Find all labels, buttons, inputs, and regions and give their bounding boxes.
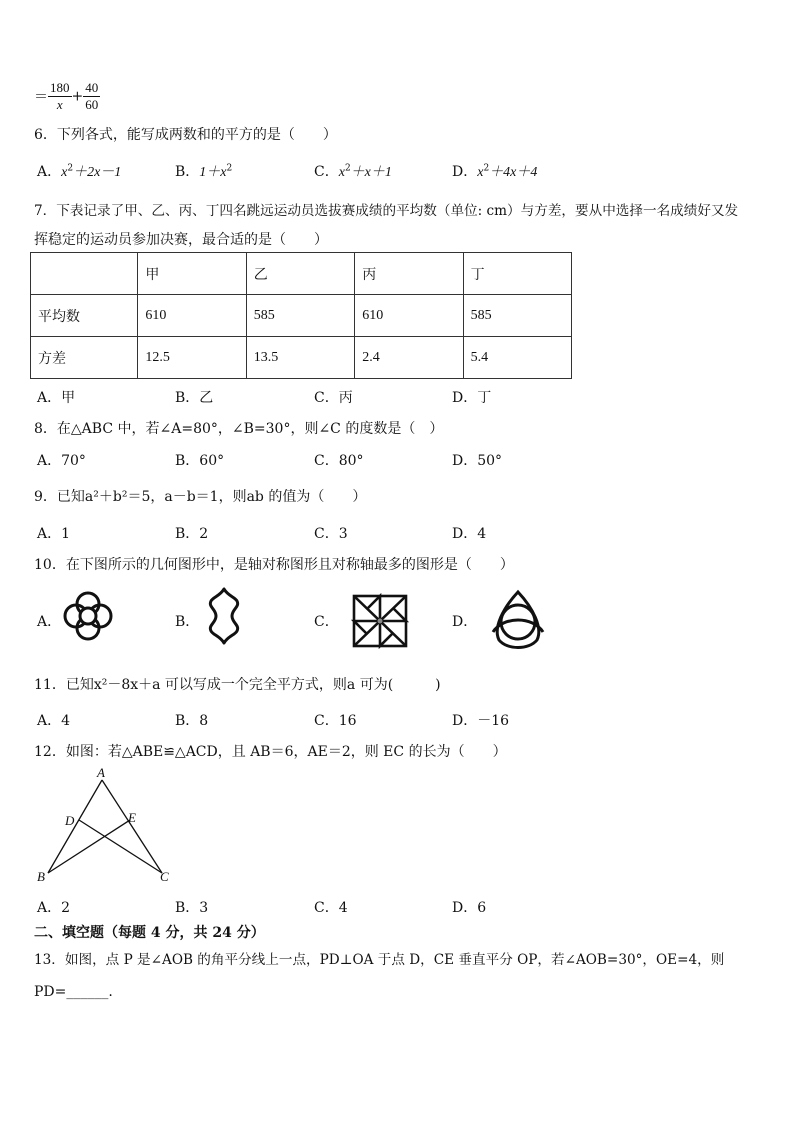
q6-stem: 6．下列各式，能写成两数和的平方的是（ ） (34, 127, 337, 143)
q10-stem: 10．在下图所示的几何图形中，是轴对称图形且对称轴最多的图形是（ ） (34, 557, 514, 573)
table-cell: 13.5 (246, 337, 354, 379)
q6-option-d (452, 161, 537, 181)
fraction-numerator: 180 (50, 80, 70, 95)
table-cell (31, 253, 138, 295)
q9-option-d: D．4 (452, 526, 487, 542)
q13-line2: PD=______. (34, 984, 113, 1000)
q12-stem: 12．如图：若△ABE≌△ACD，且 AB＝6，AE＝2，则 EC 的长为（ ） (34, 744, 507, 760)
table-header-row (31, 253, 572, 295)
q6-option-b (175, 161, 232, 181)
q7-option-c: C．丙 (314, 390, 353, 406)
scores-table (30, 252, 572, 379)
vertex-e-label: E (128, 810, 136, 825)
q10-option-b-label: B． (175, 614, 200, 630)
table-header: 甲 (138, 253, 246, 295)
vertex-d-label: D (65, 813, 75, 828)
q7-option-d: D．丁 (452, 390, 492, 406)
option-math: x (61, 165, 68, 180)
option-exponent: 2 (344, 163, 351, 174)
triquetra-figure (485, 588, 551, 650)
q11-option-c: C．16 (314, 713, 357, 729)
option-label: A． (37, 164, 62, 180)
fraction-numerator: 40 (85, 80, 99, 95)
table-cell: 610 (138, 295, 246, 337)
formula-equals: ＝ (34, 89, 48, 106)
top-formula (34, 80, 100, 113)
q8-option-d: D．50° (452, 453, 503, 469)
q7-stem-line2: 挥稳定的运动员参加决赛，最合适的是（ ） (34, 232, 328, 248)
q12-option-d: D．6 (452, 900, 487, 916)
option-math: ＋4x＋4 (489, 165, 538, 180)
option-label: C． (314, 164, 339, 180)
fraction-40-over-60 (83, 80, 100, 113)
fraction-denominator: 60 (85, 97, 99, 112)
table-cell: 585 (246, 295, 354, 337)
table-row (31, 337, 572, 379)
q9-option-c: C．3 (314, 526, 348, 542)
q12-option-b: B．3 (175, 900, 209, 916)
q7-option-a: A．甲 (37, 390, 76, 406)
table-cell: 12.5 (138, 337, 246, 379)
option-exponent: 2 (483, 163, 490, 174)
q13-line1: 13．如图，点 P 是∠AOB 的角平分线上一点，PD⊥OA 于点 D，CE 垂直平分 OP，若∠AOB=30°，OE=4，则 (34, 952, 725, 968)
q10-option-a-label: A． (37, 614, 62, 630)
option-math: 1＋x (199, 165, 227, 180)
q10-option-d-label: D． (452, 614, 478, 630)
q9-option-a: A．1 (37, 526, 71, 542)
curved-vase-figure (203, 587, 245, 645)
q10-option-c-label: C． (314, 614, 339, 630)
table-row-label: 方差 (31, 337, 138, 379)
option-math: ＋x＋1 (350, 165, 392, 180)
q8-option-a: A．70° (37, 453, 86, 469)
table-header: 乙 (246, 253, 354, 295)
option-math: ＋2x－1 (73, 165, 122, 180)
option-math: x (338, 165, 345, 180)
q11-option-d: D．－16 (452, 713, 510, 729)
q8-option-b: B．60° (175, 453, 225, 469)
table-cell: 610 (355, 295, 463, 337)
q12-option-c: C．4 (314, 900, 348, 916)
vertex-c-label: C (160, 869, 169, 884)
table-header: 丙 (355, 253, 463, 295)
q9-stem: 9．已知a²＋b²＝5，a－b＝1，则ab 的值为（ ） (34, 489, 367, 505)
triangle-abe-acd-figure (34, 765, 184, 890)
section-2-heading: 二、填空题（每题 4 分，共 24 分） (34, 925, 265, 941)
formula-plus: + (71, 88, 84, 105)
table-row-label: 平均数 (31, 295, 138, 337)
table-cell: 2.4 (355, 337, 463, 379)
option-math: x (477, 165, 484, 180)
table-header: 丁 (463, 253, 571, 295)
table-cell: 5.4 (463, 337, 571, 379)
table-row (31, 295, 572, 337)
vertex-a-label: A (97, 765, 105, 780)
option-exponent: 2 (226, 163, 233, 174)
q6-option-a (37, 161, 121, 181)
vertex-b-label: B (37, 869, 45, 884)
q6-option-c (314, 161, 392, 181)
q8-stem: 8．在△ABC 中，若∠A=80°，∠B=30°，则∠C 的度数是（ ） (34, 421, 444, 437)
q12-option-a: A．2 (37, 900, 71, 916)
fraction-denominator: x (56, 97, 63, 112)
q7-option-b: B．乙 (175, 390, 214, 406)
q7-stem-line1: 7．下表记录了甲、乙、丙、丁四名跳远运动员选拔赛成绩的平均数（单位: cm）与方差，要从中选择一名成绩好又发 (34, 203, 739, 219)
q11-stem: 11．已知x²－8x＋a 可以写成一个完全平方式，则a 可为( ) (34, 677, 441, 693)
option-exponent: 2 (67, 163, 74, 174)
q9-option-b: B．2 (175, 526, 209, 542)
option-label: D． (452, 164, 478, 180)
q8-option-c: C．80° (314, 453, 364, 469)
option-label: B． (175, 164, 200, 180)
four-petal-flower-figure (62, 590, 114, 642)
table-cell: 585 (463, 295, 571, 337)
pinwheel-figure (351, 593, 409, 649)
fraction-180-over-x (48, 80, 72, 113)
q11-option-b: B．8 (175, 713, 209, 729)
q11-option-a: A．4 (37, 713, 71, 729)
